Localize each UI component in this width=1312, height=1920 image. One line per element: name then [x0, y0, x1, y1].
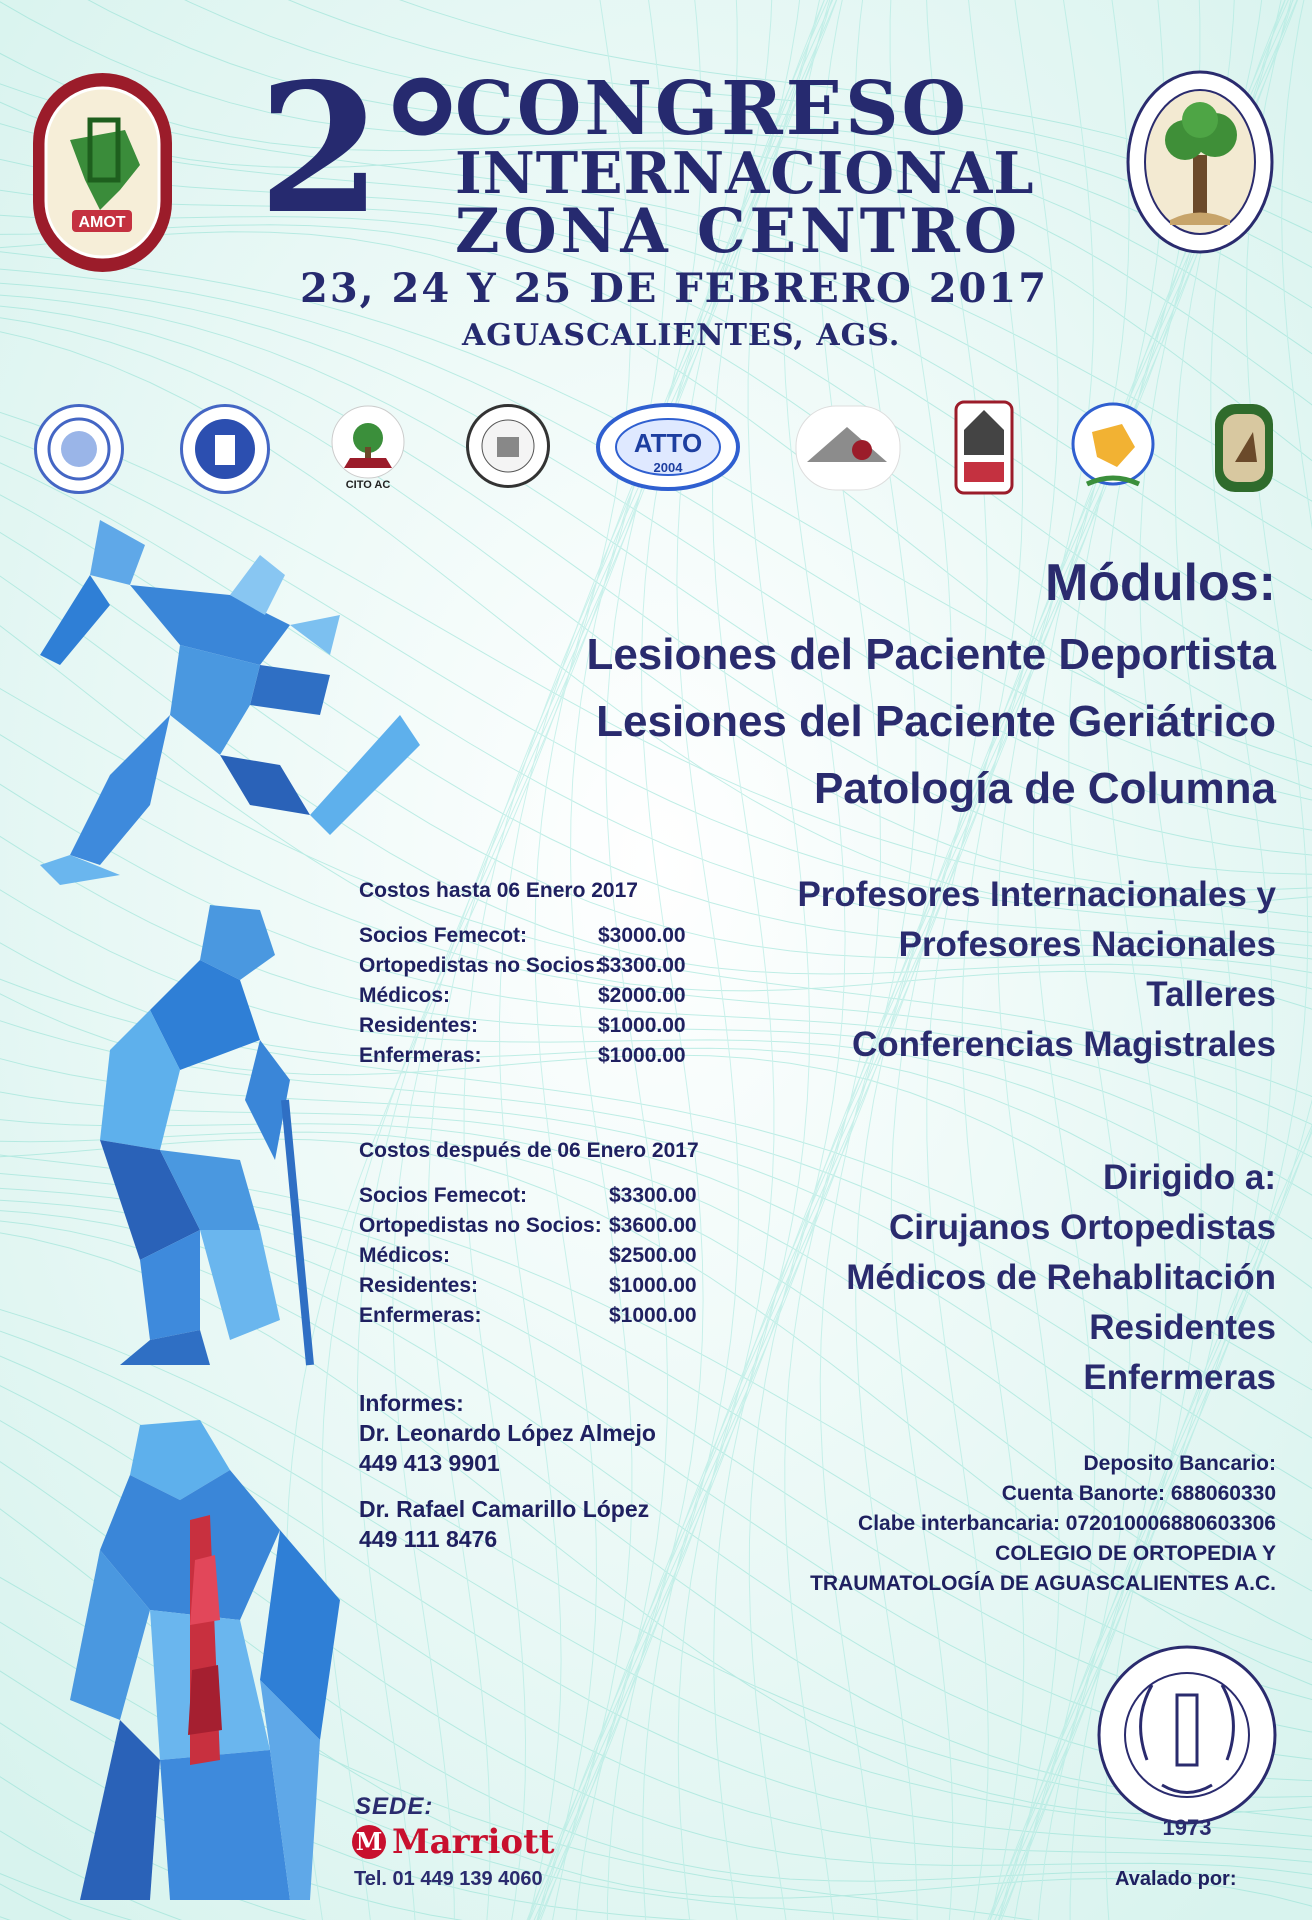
prices-after-title: Costos después de 06 Enero 2017 [359, 1139, 699, 1162]
venue-phone: Tel. 01 449 139 4060 [354, 1868, 543, 1890]
amot-logo-text: AMOT [78, 214, 126, 231]
marriott-logo [352, 1822, 555, 1862]
colegio-aguascalientes-logo [1125, 70, 1275, 255]
bank-holder: TRAUMATOLOGÍA DE AGUASCALIENTES A.C. [810, 1572, 1276, 1595]
price-row [359, 954, 686, 978]
price-label: Enfermeras: [359, 1044, 482, 1067]
runner-figure [30, 515, 430, 885]
feature-item: Conferencias Magistrales [851, 1025, 1276, 1064]
consejo-seal [1092, 1640, 1282, 1840]
price-row [359, 1274, 697, 1298]
bank-account: Cuenta Banorte: 688060330 [1001, 1482, 1276, 1505]
audience-item: Residentes [1089, 1308, 1276, 1347]
audience-item: Cirujanos Ortopedistas [888, 1208, 1276, 1247]
price-amount: $1000.00 [598, 1044, 686, 1067]
module-item: Patología de Columna [813, 764, 1276, 813]
price-label: Socios Femecot: [359, 924, 528, 947]
amot-logo [30, 70, 175, 275]
audience-item: Enfermeras [1083, 1358, 1276, 1397]
price-row [359, 1014, 686, 1038]
price-label: Enfermeras: [359, 1304, 482, 1327]
marriott-emblem-icon: M [352, 1825, 386, 1859]
congress-ordinal: 2° [258, 44, 463, 253]
association-logo-1 [34, 404, 124, 494]
cito-logo-text: CITO AC [345, 479, 391, 491]
atto-logo-year: 2004 [653, 460, 683, 475]
price-row [359, 924, 686, 948]
price-amount: $1000.00 [609, 1274, 697, 1297]
price-label: Socios Femecot: [359, 1184, 528, 1207]
association-logo-9 [1213, 402, 1275, 494]
atto-logo [596, 402, 741, 492]
price-label: Ortopedistas no Socios: [359, 1214, 602, 1237]
association-logo-4 [466, 404, 550, 488]
price-row [359, 984, 686, 1008]
spine-figure [60, 1420, 360, 1900]
price-label: Médicos: [359, 984, 451, 1007]
contact-phone: 449 413 9901 [359, 1450, 500, 1476]
price-label: Residentes: [359, 1274, 479, 1297]
elderly-figure [60, 900, 340, 1370]
price-label: Residentes: [359, 1014, 479, 1037]
event-dates: 23, 24 Y 25 DE FEBRERO 2017 [300, 265, 1049, 312]
title-line-3: ZONA CENTRO [455, 196, 1022, 267]
atto-logo-text: ATTO [633, 428, 703, 458]
price-row [359, 1184, 697, 1208]
feature-item: Talleres [1146, 975, 1276, 1014]
contact-person: Dr. Rafael Camarillo López [359, 1496, 650, 1522]
cito-logo [326, 402, 410, 492]
venue-label: SEDE: [355, 1793, 434, 1820]
colegio-hidalgo-logo [954, 400, 1014, 495]
contact-phone: 449 111 8476 [359, 1526, 498, 1552]
price-amount: $3300.00 [598, 954, 686, 977]
event-city: AGUASCALIENTES, AGS. [462, 318, 901, 353]
price-amount: $2000.00 [598, 984, 686, 1007]
price-row [359, 1214, 697, 1238]
price-row [359, 1244, 697, 1268]
bank-holder: COLEGIO DE ORTOPEDIA Y [995, 1542, 1276, 1565]
title-line-1: CONGRESO [455, 66, 969, 152]
consejo-seal-year: 1973 [1162, 1815, 1212, 1840]
modules-heading: Módulos: [1044, 554, 1276, 612]
prices-before-title: Costos hasta 06 Enero 2017 [359, 879, 638, 902]
association-logo-2 [180, 404, 270, 494]
price-amount: $1000.00 [609, 1304, 697, 1327]
price-amount: $3000.00 [598, 924, 686, 947]
price-amount: $3600.00 [609, 1214, 697, 1237]
price-amount: $2500.00 [609, 1244, 697, 1267]
price-label: Ortopedistas no Socios: [359, 954, 602, 977]
price-label: Médicos: [359, 1244, 451, 1267]
title-line-2: INTERNACIONAL [455, 140, 1035, 207]
module-item: Lesiones del Paciente Geriátrico [596, 697, 1276, 746]
audience-heading: Dirigido a: [1102, 1158, 1276, 1197]
price-amount: $1000.00 [598, 1014, 686, 1037]
feature-item: Profesores Nacionales [898, 925, 1276, 964]
module-item: Lesiones del Paciente Deportista [586, 630, 1276, 679]
price-amount: $3300.00 [609, 1184, 697, 1207]
association-logo-8 [1067, 402, 1159, 494]
contact-heading: Informes: [359, 1390, 464, 1416]
marriott-wordmark: Marriott [392, 1822, 555, 1862]
feature-item: Profesores Internacionales y [797, 875, 1276, 914]
audience-item: Médicos de Rehablitación [846, 1258, 1276, 1297]
price-row [359, 1044, 686, 1068]
salamanca-logo [792, 402, 904, 494]
contact-person: Dr. Leonardo López Almejo [359, 1420, 656, 1446]
bank-heading: Deposito Bancario: [1083, 1452, 1276, 1475]
bank-clabe: Clabe interbancaria: 072010006880603306 [858, 1512, 1276, 1535]
price-row [359, 1304, 697, 1328]
endorsed-label: Avalado por: [1115, 1868, 1237, 1890]
